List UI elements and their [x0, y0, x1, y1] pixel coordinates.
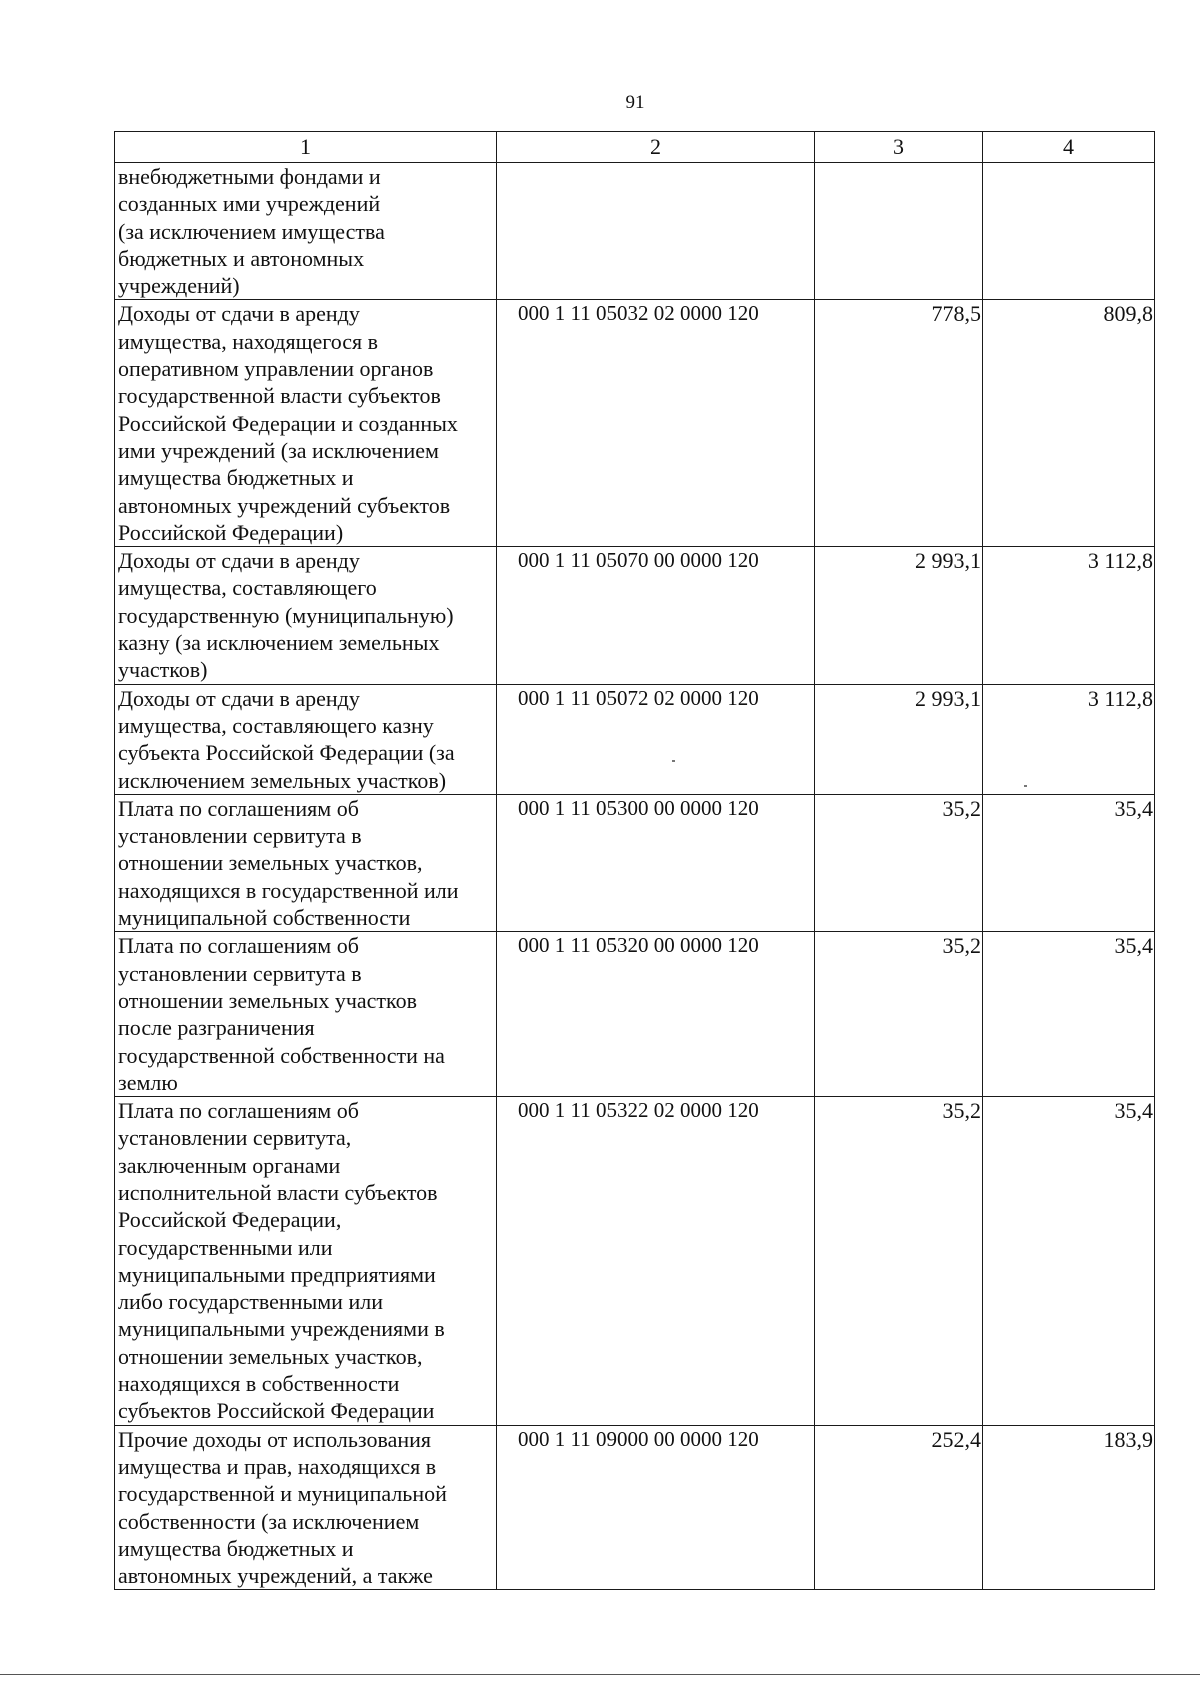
description-line: внебюджетными фондами и: [118, 164, 381, 189]
amount-column-4: 809,8: [983, 300, 1155, 547]
column-header-3: 3: [815, 132, 983, 163]
amount-column-4: 3 112,8: [983, 684, 1155, 794]
description-line: муниципальной собственности: [118, 905, 411, 931]
revenue-description: [115, 684, 497, 794]
description-line: казну (за исключением земельных: [118, 630, 440, 656]
description-line: государственной власти субъектов: [118, 383, 441, 409]
description-line: исключением земельных участков): [118, 767, 447, 793]
table-row: [115, 163, 1155, 300]
amount-column-3: 252,4: [815, 1425, 983, 1590]
revenue-description: [115, 1425, 497, 1590]
amount-column-4: 35,4: [983, 932, 1155, 1097]
description-line: созданных ими учреждений: [118, 191, 381, 217]
revenue-description: [115, 794, 497, 931]
description-line: собственности (за исключением: [118, 1508, 420, 1534]
description-line: после разграничения: [118, 1015, 315, 1041]
description-line: субъекта Российской Федерации (за: [118, 740, 455, 766]
budget-classification-code: 000 1 11 05032 02 0000 120: [497, 300, 815, 547]
budget-classification-code: 000 1 11 05300 00 0000 120: [497, 794, 815, 931]
description-line: имущества, составляющего казну: [118, 712, 434, 738]
revenue-description: [115, 547, 497, 684]
description-line: установлении сервитута в: [118, 960, 362, 986]
budget-classification-code: [497, 163, 815, 300]
description-line: учреждений): [118, 273, 240, 299]
description-line: установлении сервитута в: [118, 823, 362, 849]
budget-classification-code: 000 1 11 09000 00 0000 120: [497, 1425, 815, 1590]
description-line: находящихся в государственной или: [118, 877, 459, 903]
scan-speck: [672, 760, 675, 762]
amount-column-3: [815, 163, 983, 300]
description-line: Доходы от сдачи в аренду: [118, 685, 360, 711]
description-line: Российской Федерации): [118, 519, 344, 545]
revenue-description: [115, 1097, 497, 1426]
description-line: ими учреждений (за исключением: [118, 437, 439, 463]
budget-classification-code: 000 1 11 05070 00 0000 120: [497, 547, 815, 684]
revenue-table: [114, 131, 1155, 1590]
table-row: [115, 932, 1155, 1097]
description-line: Плата по соглашениям об: [118, 1098, 359, 1124]
description-line: отношении земельных участков,: [118, 850, 423, 876]
amount-column-3: 35,2: [815, 794, 983, 931]
description-line: (за исключением имущества: [118, 218, 385, 244]
amount-column-4: 183,9: [983, 1425, 1155, 1590]
description-line: имущества, находящегося в: [118, 328, 379, 354]
description-line: имущества и прав, находящихся в: [118, 1453, 437, 1479]
description-line: Прочие доходы от использования: [118, 1426, 432, 1452]
description-line: Российской Федерации и созданных: [118, 410, 458, 436]
description-line: автономных учреждений, а также: [118, 1563, 433, 1589]
description-line: заключенным органами: [118, 1152, 341, 1178]
description-line: субъектов Российской Федерации: [118, 1398, 435, 1424]
description-line: оперативном управлении органов: [118, 356, 434, 382]
amount-column-4: 3 112,8: [983, 547, 1155, 684]
description-line: либо государственными или: [118, 1289, 383, 1315]
table-row: [115, 300, 1155, 547]
description-line: находящихся в собственности: [118, 1371, 400, 1397]
table-row: [115, 684, 1155, 794]
description-line: государственными или: [118, 1234, 333, 1260]
description-line: муниципальными предприятиями: [118, 1261, 436, 1287]
scan-bottom-line: [0, 1674, 1200, 1675]
amount-column-4: 35,4: [983, 1097, 1155, 1426]
page-number: 91: [625, 92, 645, 113]
description-line: государственной собственности на: [118, 1042, 445, 1068]
budget-classification-code: 000 1 11 05320 00 0000 120: [497, 932, 815, 1097]
column-header-1: 1: [115, 132, 497, 163]
description-line: Доходы от сдачи в аренду: [118, 301, 360, 327]
budget-classification-code: 000 1 11 05322 02 0000 120: [497, 1097, 815, 1426]
table-row: [115, 547, 1155, 684]
description-line: государственную (муниципальную): [118, 602, 454, 628]
amount-column-3: 35,2: [815, 1097, 983, 1426]
description-line: землю: [118, 1069, 178, 1095]
table-header-row: [115, 132, 1155, 163]
amount-column-3: 35,2: [815, 932, 983, 1097]
description-line: имущества бюджетных и: [118, 465, 354, 491]
scan-speck: [1024, 785, 1027, 787]
description-line: бюджетных и автономных: [118, 245, 365, 271]
description-line: Российской Федерации,: [118, 1207, 342, 1233]
revenue-description: [115, 300, 497, 547]
revenue-description: [115, 163, 497, 300]
amount-column-4: 35,4: [983, 794, 1155, 931]
column-header-4: 4: [983, 132, 1155, 163]
amount-column-3: 2 993,1: [815, 547, 983, 684]
description-line: автономных учреждений субъектов: [118, 492, 451, 518]
description-line: имущества, составляющего: [118, 575, 377, 601]
table-row: [115, 794, 1155, 931]
description-line: отношении земельных участков,: [118, 1343, 423, 1369]
description-line: имущества бюджетных и: [118, 1535, 354, 1561]
description-line: участков): [118, 657, 208, 683]
description-line: исполнительной власти субъектов: [118, 1179, 438, 1205]
revenue-description: [115, 932, 497, 1097]
table-row: [115, 1097, 1155, 1426]
description-line: Плата по соглашениям об: [118, 933, 359, 959]
table-row: [115, 1425, 1155, 1590]
amount-column-3: 2 993,1: [815, 684, 983, 794]
amount-column-3: 778,5: [815, 300, 983, 547]
description-line: муниципальными учреждениями в: [118, 1316, 445, 1342]
description-line: установлении сервитута,: [118, 1125, 352, 1151]
description-line: отношении земельных участков: [118, 987, 417, 1013]
description-line: Доходы от сдачи в аренду: [118, 548, 360, 574]
column-header-2: 2: [497, 132, 815, 163]
budget-classification-code: 000 1 11 05072 02 0000 120: [497, 684, 815, 794]
amount-column-4: [983, 163, 1155, 300]
description-line: Плата по соглашениям об: [118, 795, 359, 821]
description-line: государственной и муниципальной: [118, 1481, 447, 1507]
